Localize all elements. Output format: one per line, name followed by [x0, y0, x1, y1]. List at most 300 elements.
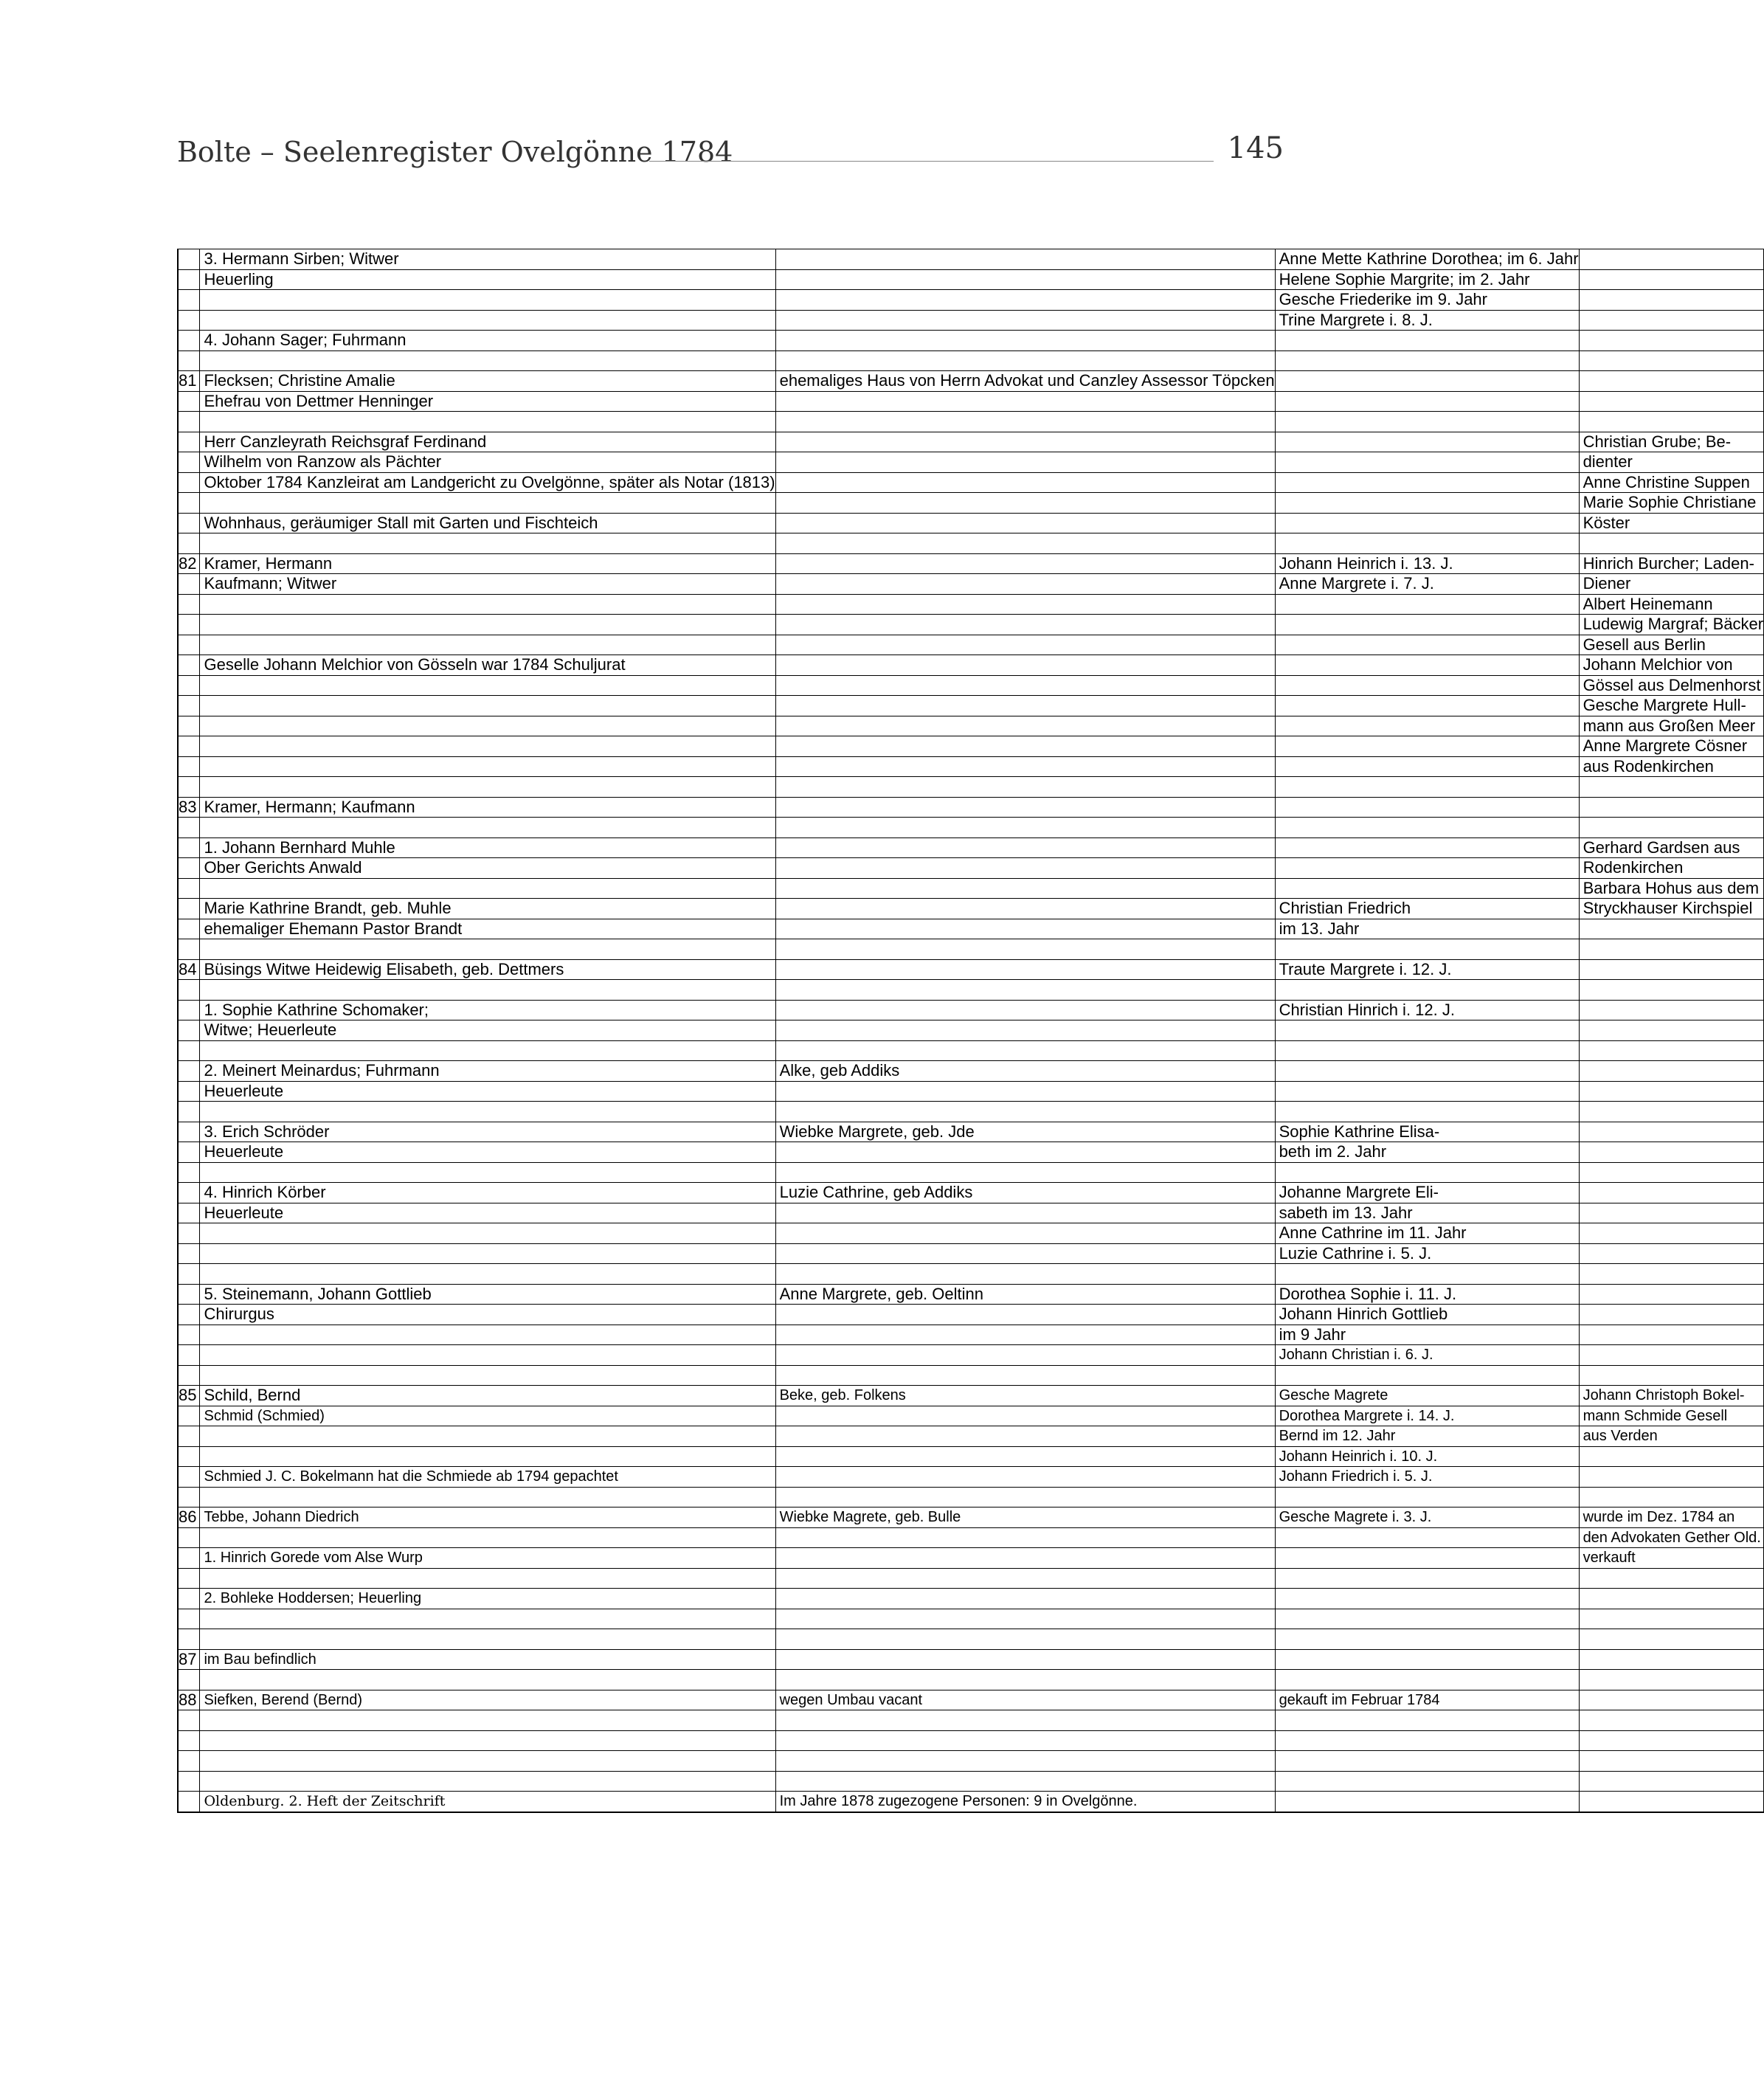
servants-cell: dienter: [1579, 452, 1764, 473]
spouse-cell: [775, 1081, 1275, 1102]
spouse-cell: [775, 1548, 1275, 1569]
table-row: [178, 574, 1764, 595]
name-cell: Heuerleute: [200, 1142, 775, 1163]
servants-cell: [1579, 959, 1764, 980]
servants-cell: [1579, 1365, 1764, 1386]
name-cell: 1. Sophie Kathrine Schomaker;: [200, 1000, 775, 1020]
table-row: [178, 533, 1764, 554]
children-cell: [1275, 675, 1579, 696]
name-cell: [200, 939, 775, 960]
servants-cell: aus Verden: [1579, 1426, 1764, 1447]
spouse-cell: [775, 1264, 1275, 1285]
house-number-cell: [178, 533, 200, 554]
table-row: [178, 1487, 1764, 1507]
house-number-cell: 81: [178, 371, 200, 392]
children-cell: Helene Sophie Margrite; im 2. Jahr: [1275, 269, 1579, 290]
name-cell: Heuerleute: [200, 1081, 775, 1102]
name-cell: [200, 1162, 775, 1183]
table-row: [178, 1040, 1764, 1061]
house-number-cell: [178, 1264, 200, 1285]
children-cell: [1275, 635, 1579, 655]
children-cell: Christian Hinrich i. 12. J.: [1275, 1000, 1579, 1020]
name-cell: 1. Johann Bernhard Muhle: [200, 837, 775, 858]
table-row: [178, 1426, 1764, 1447]
servants-cell: [1579, 1020, 1764, 1041]
house-number-cell: [178, 1061, 200, 1082]
table-row: [178, 371, 1764, 392]
table-row: [178, 1122, 1764, 1142]
spouse-cell: Luzie Cathrine, geb Addiks: [775, 1183, 1275, 1203]
servants-cell: [1579, 269, 1764, 290]
servants-cell: [1579, 249, 1764, 270]
children-cell: [1275, 1081, 1579, 1102]
table-row: [178, 675, 1764, 696]
children-cell: [1275, 1568, 1579, 1589]
table-row: [178, 1061, 1764, 1082]
house-number-cell: [178, 1243, 200, 1264]
children-cell: [1275, 837, 1579, 858]
servants-cell: [1579, 1710, 1764, 1731]
children-cell: Anne Mette Kathrine Dorothea; im 6. Jahr: [1275, 249, 1579, 270]
spouse-cell: [775, 919, 1275, 939]
children-cell: [1275, 331, 1579, 351]
house-number-cell: [178, 1446, 200, 1467]
spouse-cell: [775, 1406, 1275, 1426]
servants-cell: [1579, 980, 1764, 1001]
spouse-cell: [775, 1710, 1275, 1731]
children-cell: [1275, 1365, 1579, 1386]
name-cell: Heuerleute: [200, 1203, 775, 1223]
name-cell: [200, 350, 775, 371]
table-row: [178, 858, 1764, 879]
servants-cell: [1579, 1203, 1764, 1223]
table-row: [178, 1710, 1764, 1731]
servants-cell: [1579, 1629, 1764, 1650]
spouse-cell: [775, 1142, 1275, 1163]
name-cell: Schmid (Schmied): [200, 1406, 775, 1426]
children-cell: [1275, 1670, 1579, 1690]
spouse-cell: Alke, geb Addiks: [775, 1061, 1275, 1082]
spouse-cell: Wiebke Magrete, geb. Bulle: [775, 1507, 1275, 1528]
name-cell: Kramer, Hermann: [200, 553, 775, 574]
name-cell: [200, 736, 775, 757]
table-row: [178, 1467, 1764, 1488]
children-cell: [1275, 1649, 1579, 1670]
table-row: [178, 1446, 1764, 1467]
children-cell: [1275, 1629, 1579, 1650]
house-number-cell: [178, 878, 200, 899]
house-number-cell: [178, 1629, 200, 1650]
spouse-cell: Anne Margrete, geb. Oeltinn: [775, 1284, 1275, 1305]
name-cell: 3. Hermann Sirben; Witwer: [200, 249, 775, 270]
table-row: [178, 1142, 1764, 1163]
servants-cell: [1579, 1730, 1764, 1751]
children-cell: [1275, 1487, 1579, 1507]
house-number-cell: [178, 1223, 200, 1244]
house-number-cell: [178, 1284, 200, 1305]
servants-cell: [1579, 1589, 1764, 1609]
table-row: [178, 980, 1764, 1001]
name-cell: [200, 1751, 775, 1772]
servants-cell: Albert Heinemann: [1579, 594, 1764, 615]
spouse-cell: [775, 1467, 1275, 1488]
spouse-cell: Im Jahre 1878 zugezogene Personen: 9 in Ovelgönne.: [775, 1792, 1275, 1812]
spouse-cell: [775, 310, 1275, 331]
name-cell: [200, 1345, 775, 1366]
house-number-cell: [178, 331, 200, 351]
servants-cell: Christian Grube; Be-: [1579, 432, 1764, 452]
servants-cell: [1579, 939, 1764, 960]
running-title: Bolte – Seelenregister Ovelgönne 1784: [177, 136, 733, 168]
name-cell: Schild, Bernd: [200, 1386, 775, 1406]
name-cell: [200, 1730, 775, 1751]
name-cell: 2. Meinert Meinardus; Fuhrmann: [200, 1061, 775, 1082]
table-row: [178, 1284, 1764, 1305]
spouse-cell: [775, 818, 1275, 838]
house-number-cell: [178, 635, 200, 655]
house-number-cell: [178, 1487, 200, 1507]
servants-cell: Johann Christoph Bokel-: [1579, 1386, 1764, 1406]
spouse-cell: [775, 777, 1275, 798]
servants-cell: Köster: [1579, 513, 1764, 533]
name-cell: [200, 615, 775, 635]
servants-cell: [1579, 1040, 1764, 1061]
spouse-cell: wegen Umbau vacant: [775, 1690, 1275, 1710]
name-cell: Büsings Witwe Heidewig Elisabeth, geb. Dettmers: [200, 959, 775, 980]
children-cell: [1275, 350, 1579, 371]
spouse-cell: [775, 1162, 1275, 1183]
spouse-cell: [775, 1426, 1275, 1447]
children-cell: Traute Margrete i. 12. J.: [1275, 959, 1579, 980]
house-number-cell: [178, 1406, 200, 1426]
spouse-cell: [775, 837, 1275, 858]
children-cell: Johann Friedrich i. 5. J.: [1275, 1467, 1579, 1488]
table-row: [178, 1771, 1764, 1792]
children-cell: [1275, 513, 1579, 533]
house-number-cell: [178, 655, 200, 676]
table-row: [178, 1183, 1764, 1203]
spouse-cell: [775, 878, 1275, 899]
servants-cell: [1579, 1487, 1764, 1507]
children-cell: [1275, 777, 1579, 798]
house-number-cell: [178, 899, 200, 919]
table-row: [178, 1264, 1764, 1285]
name-cell: [200, 1102, 775, 1122]
servants-cell: [1579, 1081, 1764, 1102]
house-number-cell: [178, 756, 200, 777]
servants-cell: [1579, 1223, 1764, 1244]
house-number-cell: [178, 594, 200, 615]
children-cell: [1275, 391, 1579, 412]
spouse-cell: [775, 615, 1275, 635]
table-row: [178, 1568, 1764, 1589]
spouse-cell: Beke, geb. Folkens: [775, 1386, 1275, 1406]
house-number-cell: 87: [178, 1649, 200, 1670]
spouse-cell: [775, 290, 1275, 311]
servants-cell: Anne Margrete Cösner: [1579, 736, 1764, 757]
name-cell: Herr Canzleyrath Reichsgraf Ferdinand: [200, 432, 775, 452]
name-cell: [200, 1609, 775, 1629]
name-cell: [200, 878, 775, 899]
name-cell: [200, 1710, 775, 1731]
spouse-cell: [775, 655, 1275, 676]
table-row: [178, 1507, 1764, 1528]
table-row: [178, 331, 1764, 351]
servants-cell: [1579, 1061, 1764, 1082]
table-row: [178, 1081, 1764, 1102]
spouse-cell: [775, 858, 1275, 879]
children-cell: [1275, 1040, 1579, 1061]
spouse-cell: [775, 1568, 1275, 1589]
servants-cell: [1579, 391, 1764, 412]
children-cell: [1275, 756, 1579, 777]
children-cell: Anne Margrete i. 7. J.: [1275, 574, 1579, 595]
table-row: [178, 553, 1764, 574]
children-cell: [1275, 1771, 1579, 1792]
spouse-cell: [775, 1305, 1275, 1325]
name-cell: Wohnhaus, geräumiger Stall mit Garten und Fischteich: [200, 513, 775, 533]
spouse-cell: [775, 594, 1275, 615]
spouse-cell: [775, 1629, 1275, 1650]
house-number-cell: [178, 675, 200, 696]
table-row: [178, 696, 1764, 716]
house-number-cell: 83: [178, 797, 200, 818]
servants-cell: Gerhard Gardsen aus: [1579, 837, 1764, 858]
house-number-cell: [178, 1142, 200, 1163]
children-cell: [1275, 818, 1579, 838]
house-number-cell: [178, 1040, 200, 1061]
house-number-cell: [178, 1000, 200, 1020]
name-cell: Chirurgus: [200, 1305, 775, 1325]
spouse-cell: [775, 1020, 1275, 1041]
name-cell: Tebbe, Johann Diedrich: [200, 1507, 775, 1528]
spouse-cell: [775, 331, 1275, 351]
servants-cell: [1579, 777, 1764, 798]
name-cell: Schmied J. C. Bokelmann hat die Schmiede ab 1794 gepachtet: [200, 1467, 775, 1488]
servants-cell: verkauft: [1579, 1548, 1764, 1569]
name-cell: Ober Gerichts Anwald: [200, 858, 775, 879]
name-cell: [200, 310, 775, 331]
servants-cell: Anne Christine Suppen: [1579, 472, 1764, 493]
table-row: [178, 919, 1764, 939]
spouse-cell: [775, 1223, 1275, 1244]
children-cell: beth im 2. Jahr: [1275, 1142, 1579, 1163]
name-cell: Geselle Johann Melchior von Gösseln war 1784 Schuljurat: [200, 655, 775, 676]
house-number-cell: [178, 716, 200, 736]
house-number-cell: [178, 1020, 200, 1041]
spouse-cell: [775, 797, 1275, 818]
servants-cell: [1579, 1751, 1764, 1772]
servants-cell: [1579, 1446, 1764, 1467]
table-row: [178, 1670, 1764, 1690]
servants-cell: Ludewig Margraf; Bäcker: [1579, 615, 1764, 635]
house-number-cell: [178, 391, 200, 412]
spouse-cell: [775, 959, 1275, 980]
table-row: [178, 1162, 1764, 1183]
name-cell: Siefken, Berend (Bernd): [200, 1690, 775, 1710]
table-row: [178, 1325, 1764, 1345]
servants-cell: [1579, 1000, 1764, 1020]
children-cell: Johanne Margrete Eli-: [1275, 1183, 1579, 1203]
name-cell: Marie Kathrine Brandt, geb. Muhle: [200, 899, 775, 919]
spouse-cell: [775, 1345, 1275, 1366]
children-cell: [1275, 1589, 1579, 1609]
children-cell: [1275, 1710, 1579, 1731]
table-row: [178, 1305, 1764, 1325]
house-number-cell: [178, 939, 200, 960]
children-cell: sabeth im 13. Jahr: [1275, 1203, 1579, 1223]
name-cell: Flecksen; Christine Amalie: [200, 371, 775, 392]
servants-cell: [1579, 1609, 1764, 1629]
children-cell: [1275, 1527, 1579, 1548]
spouse-cell: [775, 675, 1275, 696]
servants-cell: mann Schmide Gesell: [1579, 1406, 1764, 1426]
table-row: [178, 1730, 1764, 1751]
house-number-cell: [178, 1467, 200, 1488]
spouse-cell: [775, 574, 1275, 595]
spouse-cell: [775, 939, 1275, 960]
table-row: [178, 716, 1764, 736]
name-cell: Oktober 1784 Kanzleirat am Landgericht zu Ovelgönne, später als Notar (1813): [200, 472, 775, 493]
spouse-cell: [775, 412, 1275, 432]
name-cell: [200, 493, 775, 514]
spouse-cell: [775, 249, 1275, 270]
table-row: [178, 1000, 1764, 1020]
table-row: [178, 615, 1764, 635]
servants-cell: [1579, 1690, 1764, 1710]
children-cell: [1275, 1020, 1579, 1041]
name-cell: 3. Erich Schröder: [200, 1122, 775, 1142]
house-number-cell: [178, 1771, 200, 1792]
table-row: [178, 1690, 1764, 1710]
children-cell: [1275, 1102, 1579, 1122]
servants-cell: den Advokaten Gether Old.: [1579, 1527, 1764, 1548]
table-row: [178, 756, 1764, 777]
house-number-cell: [178, 472, 200, 493]
name-cell: Heuerling: [200, 269, 775, 290]
servants-cell: [1579, 1162, 1764, 1183]
children-cell: Luzie Cathrine i. 5. J.: [1275, 1243, 1579, 1264]
name-cell: [200, 1446, 775, 1467]
name-cell: [200, 635, 775, 655]
house-number-cell: [178, 1426, 200, 1447]
servants-cell: [1579, 310, 1764, 331]
spouse-cell: [775, 350, 1275, 371]
name-cell: [200, 1487, 775, 1507]
children-cell: Dorothea Sophie i. 11. J.: [1275, 1284, 1579, 1305]
name-cell: [200, 675, 775, 696]
children-cell: im 9 Jahr: [1275, 1325, 1579, 1345]
house-number-cell: [178, 1710, 200, 1731]
table-row: [178, 818, 1764, 838]
house-number-cell: [178, 1730, 200, 1751]
children-cell: [1275, 615, 1579, 635]
table-row: [178, 1223, 1764, 1244]
soul-register-table: [177, 249, 1764, 1813]
table-row: [178, 1365, 1764, 1386]
house-number-cell: 82: [178, 553, 200, 574]
name-cell: [200, 412, 775, 432]
servants-cell: [1579, 1183, 1764, 1203]
spouse-cell: [775, 391, 1275, 412]
servants-cell: wurde im Dez. 1784 an: [1579, 1507, 1764, 1528]
house-number-cell: [178, 1305, 200, 1325]
spouse-cell: ehemaliges Haus von Herrn Advokat und Canzley Assessor Töpcken: [775, 371, 1275, 392]
name-cell: [200, 1264, 775, 1285]
children-cell: [1275, 939, 1579, 960]
name-cell: [200, 1325, 775, 1345]
spouse-cell: [775, 1102, 1275, 1122]
spouse-cell: [775, 1589, 1275, 1609]
servants-cell: [1579, 1305, 1764, 1325]
house-number-cell: [178, 1162, 200, 1183]
children-cell: [1275, 980, 1579, 1001]
spouse-cell: [775, 980, 1275, 1001]
children-cell: [1275, 878, 1579, 899]
spouse-cell: [775, 1325, 1275, 1345]
children-cell: [1275, 452, 1579, 473]
servants-cell: Gössel aus Delmenhorst: [1579, 675, 1764, 696]
servants-cell: [1579, 1568, 1764, 1589]
table-row: [178, 837, 1764, 858]
spouse-cell: [775, 1203, 1275, 1223]
children-cell: Anne Cathrine im 11. Jahr: [1275, 1223, 1579, 1244]
children-cell: Johann Hinrich Gottlieb: [1275, 1305, 1579, 1325]
spouse-cell: [775, 696, 1275, 716]
spouse-cell: [775, 452, 1275, 473]
name-cell: [200, 1365, 775, 1386]
table-row: [178, 472, 1764, 493]
table-row: [178, 959, 1764, 980]
house-number-cell: [178, 777, 200, 798]
children-cell: [1275, 432, 1579, 452]
servants-cell: [1579, 1284, 1764, 1305]
header-rule: [649, 161, 1214, 162]
servants-cell: Gesche Margrete Hull-: [1579, 696, 1764, 716]
children-cell: [1275, 412, 1579, 432]
servants-cell: mann aus Großen Meer: [1579, 716, 1764, 736]
servants-cell: [1579, 797, 1764, 818]
house-number-cell: [178, 574, 200, 595]
table-row: [178, 939, 1764, 960]
servants-cell: [1579, 1122, 1764, 1142]
name-cell: ehemaliger Ehemann Pastor Brandt: [200, 919, 775, 939]
house-number-cell: [178, 1325, 200, 1345]
servants-cell: [1579, 1467, 1764, 1488]
spouse-cell: [775, 553, 1275, 574]
house-number-cell: [178, 1568, 200, 1589]
house-number-cell: [178, 432, 200, 452]
house-number-cell: [178, 1792, 200, 1812]
name-cell: 2. Bohleke Hoddersen; Heuerling: [200, 1589, 775, 1609]
spouse-cell: [775, 1751, 1275, 1772]
table-row: [178, 1386, 1764, 1406]
table-row: [178, 777, 1764, 798]
name-cell: [200, 1568, 775, 1589]
servants-cell: [1579, 818, 1764, 838]
servants-cell: [1579, 371, 1764, 392]
name-cell: [200, 756, 775, 777]
servants-cell: [1579, 1325, 1764, 1345]
name-cell: [200, 1223, 775, 1244]
spouse-cell: [775, 635, 1275, 655]
table-row: [178, 1243, 1764, 1264]
name-cell: [200, 1527, 775, 1548]
name-cell: [200, 290, 775, 311]
spouse-cell: [775, 1730, 1275, 1751]
name-cell: Ehefrau von Dettmer Henninger: [200, 391, 775, 412]
children-cell: Johann Heinrich i. 13. J.: [1275, 553, 1579, 574]
